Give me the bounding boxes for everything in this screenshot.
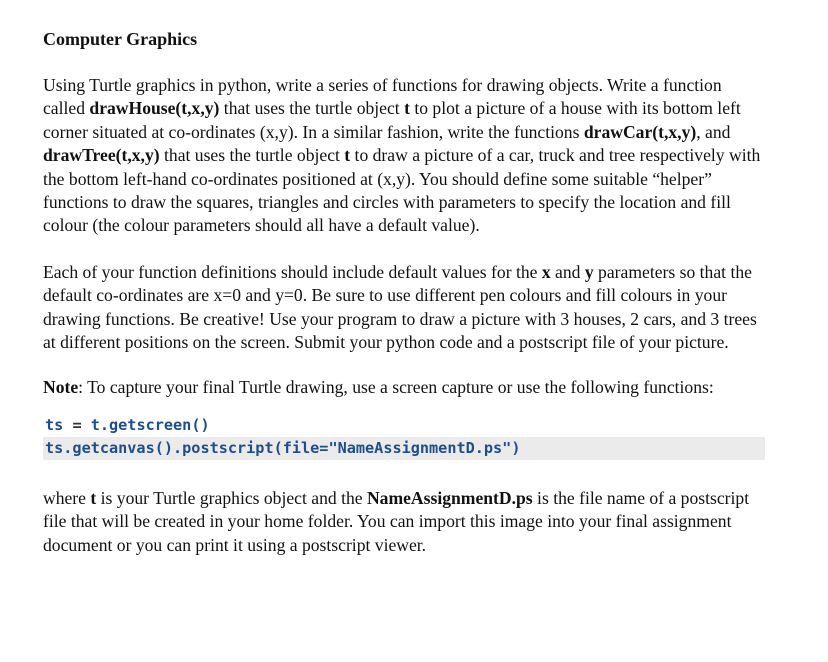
turtle-param: t — [344, 145, 351, 166]
text: and — [550, 261, 585, 282]
text: : To capture your final Turtle drawing, use a screen capture or use the following functions: — [78, 377, 714, 398]
paragraph-note — [43, 376, 768, 399]
turtle-param: t — [404, 98, 410, 119]
text: where — [43, 487, 91, 508]
code-line-2 — [43, 437, 765, 460]
code-block — [43, 414, 765, 460]
text: is the file name of a postscript file that will be created in your home folder. You can import this image into your final assignment document or you can print it using a postscript viewer. — [43, 487, 750, 555]
code-token: t.getscreen() — [90, 415, 210, 434]
paragraph-defaults — [43, 261, 768, 355]
page-title: Computer Graphics — [43, 29, 198, 49]
function-name-drawcar: drawCar(t,x,y) — [583, 121, 697, 142]
param-y: y — [584, 261, 594, 282]
file-name: NameAssignmentD.ps — [366, 487, 533, 508]
paragraph-where — [43, 487, 768, 557]
code-token: ts.getcanvas().postscript(file= — [45, 438, 329, 457]
text: that uses the turtle object — [159, 145, 345, 166]
turtle-param: t — [90, 487, 97, 508]
text: Each of your function definitions should include default values for the — [43, 261, 542, 282]
param-x: x — [541, 261, 551, 282]
code-line-1 — [43, 414, 765, 437]
code-string: "NameAssignmentD.ps" — [328, 438, 512, 457]
paragraph-instructions — [43, 74, 768, 238]
text: to draw a picture of a car, truck and tree respectively with the bottom left-hand co-ordinates positioned at (x,y). You should define some suitable “helper” functions to draw the squares, triangles and circles with parameters to specify the location and fill colour (the colour parameters should all have a default value). — [43, 145, 761, 236]
text: , and — [696, 121, 731, 142]
text: to plot a picture of a house with its bottom left corner situated at co-ordinates (x,y). In a similar fashion, write the functions — [43, 98, 741, 142]
note-label: Note — [43, 377, 79, 398]
text: Using Turtle graphics in python, write a series of functions for drawing objects. Write a function called — [43, 75, 722, 119]
document-page — [43, 27, 768, 557]
code-token: ts — [45, 415, 64, 434]
function-name-drawhouse: drawHouse(t,x,y) — [89, 98, 220, 119]
function-name-drawtree: drawTree(t,x,y) — [43, 145, 160, 166]
text: is your Turtle graphics object and the — [96, 487, 367, 508]
text: that uses the turtle object — [219, 98, 405, 119]
code-token: ) — [511, 438, 521, 457]
text: parameters so that the default co-ordinates are x=0 and y=0. Be sure to use different pen colours and fill colours in your drawing functions. Be creative! Use your program to draw a picture with 3 houses, 2 cars, and 3 trees at different positions on the screen. Submit your python code and a postscript file of your picture. — [43, 261, 757, 353]
code-token: = — [63, 415, 91, 434]
